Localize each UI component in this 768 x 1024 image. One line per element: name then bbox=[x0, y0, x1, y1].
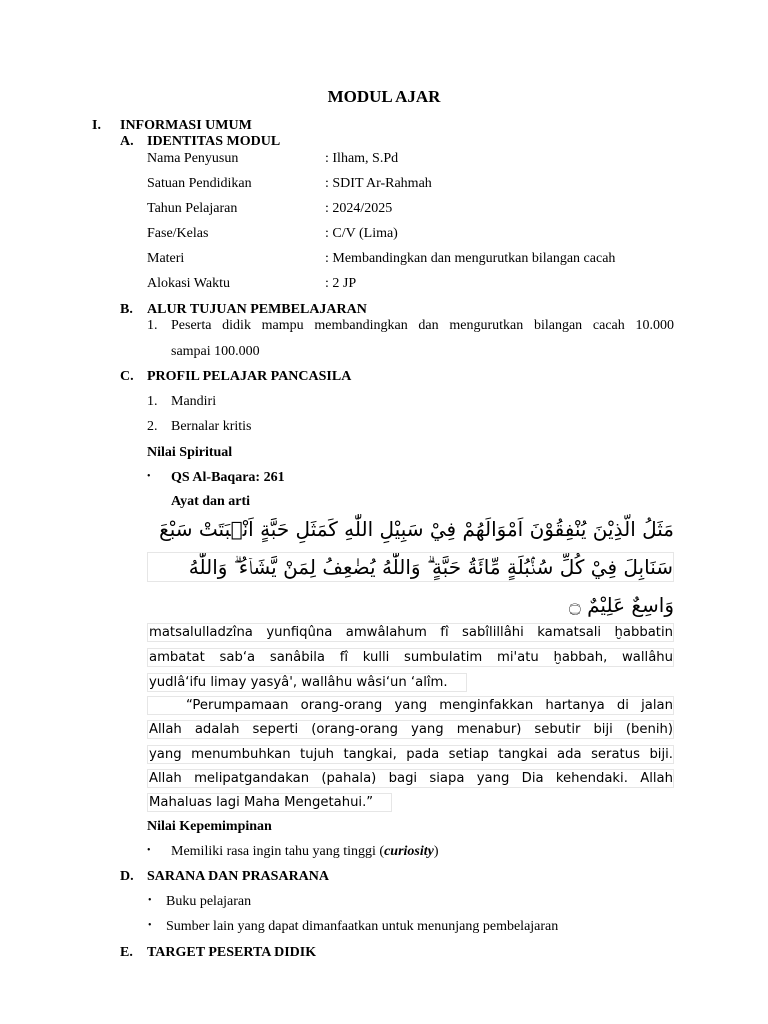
profil-item-number: 1. bbox=[147, 394, 158, 409]
translation-line: yang menumbuhkan tujuh tangkai, pada setiap tangkai ada seratus biji. bbox=[149, 747, 673, 762]
translation-line: Mahaluas lagi Maha Mengetahui.” bbox=[147, 793, 392, 812]
profil-item-number: 2. bbox=[147, 419, 158, 434]
arabic-verse-line: سَنَابِلَ فِيْ كُلِّ سُنْۢبُلَةٍ مِّائَةُ حَبَّةٍ ۗ وَاللّٰهُ يُضٰعِفُ لِمَنْ يَّشَاۤءُ ۗ وَاللّٰهُ bbox=[147, 552, 674, 582]
bullet-icon: • bbox=[147, 471, 151, 482]
kepemimpinan-heading: Nilai Kepemimpinan bbox=[147, 819, 272, 834]
transliteration-line: yudlâ‘ifu limay yasyâ', wallâhu wâsi‘un ‘alîm. bbox=[147, 673, 467, 692]
transliteration-line: ambatat sab‘a sanâbila fî kulli sumbulatim mi'atu ḫabbah, wallâhu bbox=[149, 650, 673, 665]
bullet-icon: • bbox=[147, 845, 151, 856]
bullet-icon: • bbox=[148, 920, 152, 931]
identity-label: Tahun Pelajaran bbox=[147, 201, 238, 216]
section-b-heading: ALUR TUJUAN PEMBELAJARAN bbox=[147, 302, 367, 317]
section-d-heading: SARANA DAN PRASARANA bbox=[147, 869, 330, 884]
page-title: MODUL AJAR bbox=[327, 87, 441, 106]
section-a-number: A. bbox=[120, 134, 134, 149]
section-d-number: D. bbox=[120, 869, 134, 884]
identity-label: Satuan Pendidikan bbox=[147, 176, 252, 191]
translation-line: Allah melipatgandakan (pahala) bagi siapa yang Dia kehendaki. Allah bbox=[149, 771, 673, 786]
arabic-verse-line: مَثَلُ الَّذِيْنَ يُنْفِقُوْنَ اَمْوَالَهُمْ فِيْ سَبِيْلِ اللّٰهِ كَمَثَلِ حَبَّةٍ اَنْۢبَتَتْ سَبْعَ bbox=[159, 517, 674, 541]
section-a-heading: IDENTITAS MODUL bbox=[147, 134, 281, 149]
section-c-number: C. bbox=[120, 369, 134, 384]
arabic-verse-line: وَاسِعٌ عَلِيْمٌ ۝ bbox=[569, 593, 674, 617]
identity-value: : 2 JP bbox=[325, 276, 357, 291]
identity-value: : 2024/2025 bbox=[325, 201, 393, 216]
surah-reference: QS Al-Baqara: 261 bbox=[171, 470, 285, 485]
profil-item-text: Bernalar kritis bbox=[171, 419, 252, 434]
ayat-heading: Ayat dan arti bbox=[171, 494, 251, 509]
translation-line: “Perumpamaan orang-orang yang menginfakkan hartanya di jalan bbox=[147, 696, 674, 715]
identity-label: Nama Penyusun bbox=[147, 151, 239, 166]
identity-value: : C/V (Lima) bbox=[325, 226, 398, 241]
section-e-number: E. bbox=[120, 945, 133, 960]
sarana-item: Buku pelajaran bbox=[166, 894, 252, 909]
translation-line: Allah adalah seperti (orang-orang yang menabur) sebutir biji (benih) bbox=[149, 722, 673, 737]
transliteration-line: matsalulladzîna yunfiqûna amwâlahum fî sabîlillâhi kamatsali ḫabbatin bbox=[149, 625, 673, 640]
identity-value: : Membandingkan dan mengurutkan bilangan cacah bbox=[325, 251, 616, 266]
identity-label: Alokasi Waktu bbox=[147, 276, 230, 291]
identity-value: : Ilham, S.Pd bbox=[325, 151, 399, 166]
bullet-icon: • bbox=[148, 895, 152, 906]
spiritual-heading: Nilai Spiritual bbox=[147, 445, 233, 460]
kepemimpinan-item: Memiliki rasa ingin tahu yang tinggi (curiosity) bbox=[171, 844, 439, 859]
atp-item-text: Peserta didik mampu membandingkan dan mengurutkan bilangan cacah 10.000 bbox=[171, 318, 674, 333]
atp-item-number: 1. bbox=[147, 318, 158, 333]
section-e-heading: TARGET PESERTA DIDIK bbox=[147, 945, 317, 960]
sarana-item: Sumber lain yang dapat dimanfaatkan untuk menunjang pembelajaran bbox=[166, 919, 559, 934]
profil-item-text: Mandiri bbox=[171, 394, 217, 409]
section-1-number: I. bbox=[92, 118, 101, 133]
identity-label: Materi bbox=[147, 251, 185, 266]
atp-item-text-cont: sampai 100.000 bbox=[171, 344, 260, 359]
identity-value: : SDIT Ar-Rahmah bbox=[325, 176, 432, 191]
section-c-heading: PROFIL PELAJAR PANCASILA bbox=[147, 369, 352, 384]
identity-label: Fase/Kelas bbox=[147, 226, 209, 241]
section-b-number: B. bbox=[120, 302, 133, 317]
section-1-heading: INFORMASI UMUM bbox=[120, 118, 252, 133]
